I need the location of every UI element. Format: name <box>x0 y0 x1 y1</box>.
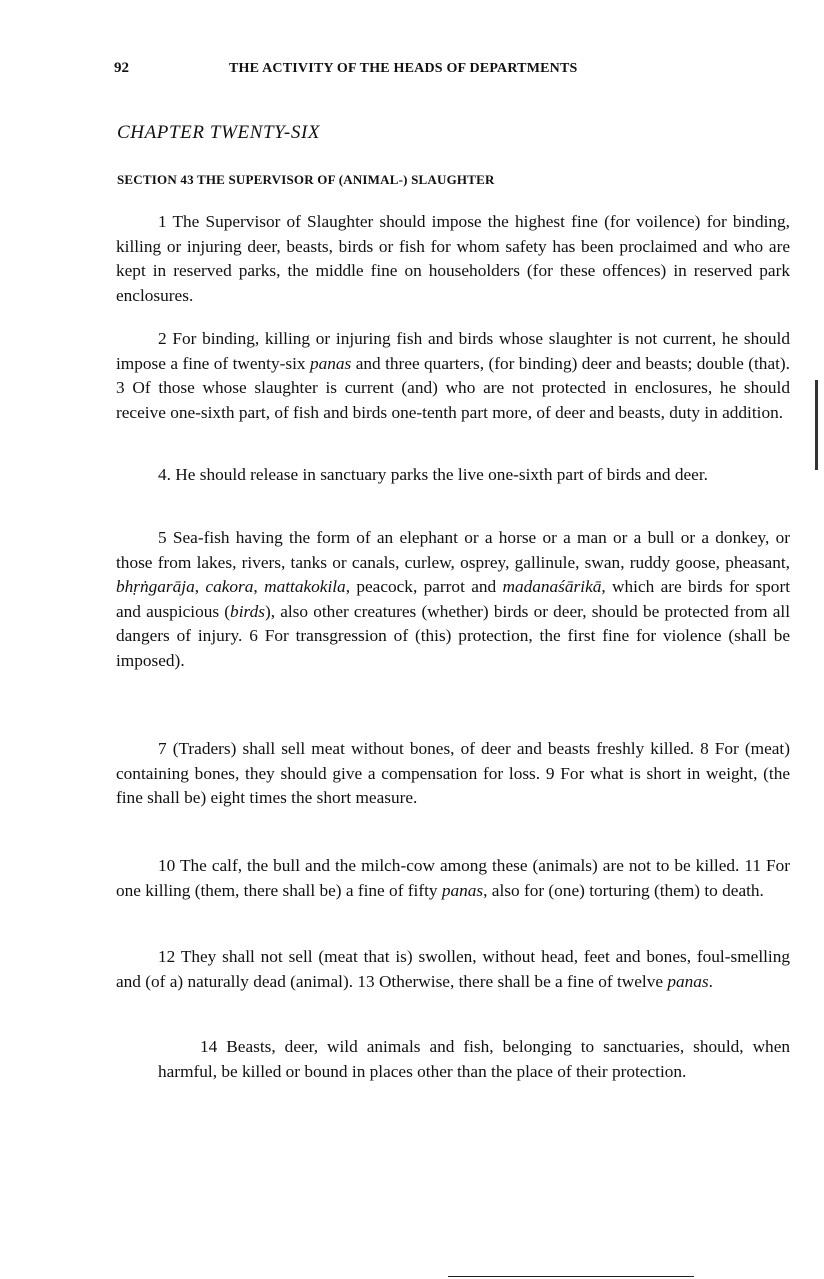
paragraph: 2 For binding, killing or injuring fish and birds whose slaughter is not current, he should impose a fine of twenty-six panas and three quarters, (for binding) deer and beasts; double (that). 3 Of those whose slaughter is current (and) who are not protected in enclosures, he should receive one-sixth part, of fish and birds one-tenth part more, of deer and beasts, duty in addition. <box>116 329 790 422</box>
italic-term: mattakokila <box>264 577 346 597</box>
paragraph: 12 They shall not sell (meat that is) swollen, without head, feet and bones, foul-smelling and (of a) naturally dead (animal). 13 Otherwise, there shall be a fine of twelve panas. <box>116 947 790 991</box>
paragraph: 5 Sea-fish having the form of an elephant or a horse or a man or a bull or a donkey, or those from lakes, rivers, tanks or canals, curlew, osprey, gallinule, swan, ruddy goose, pheasant, bhṛṅgarāja, cakora, mattakokila, peacock, parrot and madanaśārikā, which are birds for sport and auspicious (birds), also other creatures (whether) birds or deer, should be protected from all dangers of injury. 6 For transgression of (this) protection, the first fine for violence (shall be imposed). <box>116 528 791 670</box>
paragraph: 10 The calf, the bull and the milch-cow among these (animals) are not to be killed. 11 For one killing (them, there shall be) a fine of fifty panas, also for (one) torturing (them) to death. <box>116 856 790 900</box>
footer-rule <box>448 1276 694 1277</box>
paragraph: 7 (Traders) shall sell meat without bones, of deer and beasts freshly killed. 8 For (meat) containing bones, they should give a compensation for loss. 9 For what is short in weight, (the fine shall be) eight times the short measure. <box>116 739 790 808</box>
paragraph: 1 The Supervisor of Slaughter should impose the highest fine (for voilence) for binding, killing or injuring deer, beasts, birds or fish for whom safety has been proclaimed and who are kept in reserved parks, the middle fine on householders (for these offences) in reserved park enclosures. <box>116 212 790 305</box>
italic-term: madanaśārikā <box>502 577 602 597</box>
chapter-title: CHAPTER TWENTY-SIX <box>117 122 321 143</box>
italic-term: panas <box>309 353 352 373</box>
italic-term: panas <box>667 971 709 991</box>
page-number: 92 <box>114 60 129 76</box>
paragraph: 14 Beasts, deer, wild animals and fish, belonging to sanctuaries, should, when harmful, be killed or bound in places other than the place of their protection. <box>158 1037 790 1081</box>
italic-term: cakora <box>205 577 254 597</box>
paragraph: 4. He should release in sanctuary parks the live one-sixth part of birds and deer. <box>158 465 708 484</box>
running-title: THE ACTIVITY OF THE HEADS OF DEPARTMENTS <box>229 61 578 76</box>
section-title: SECTION 43 THE SUPERVISOR OF (ANIMAL-) SLAUGHTER <box>117 172 495 187</box>
italic-term: bhṛṅgarāja <box>116 577 195 597</box>
italic-term: panas <box>441 880 484 900</box>
running-header <box>114 60 790 82</box>
scan-edge-mark <box>815 380 818 470</box>
italic-term: birds <box>230 601 265 621</box>
